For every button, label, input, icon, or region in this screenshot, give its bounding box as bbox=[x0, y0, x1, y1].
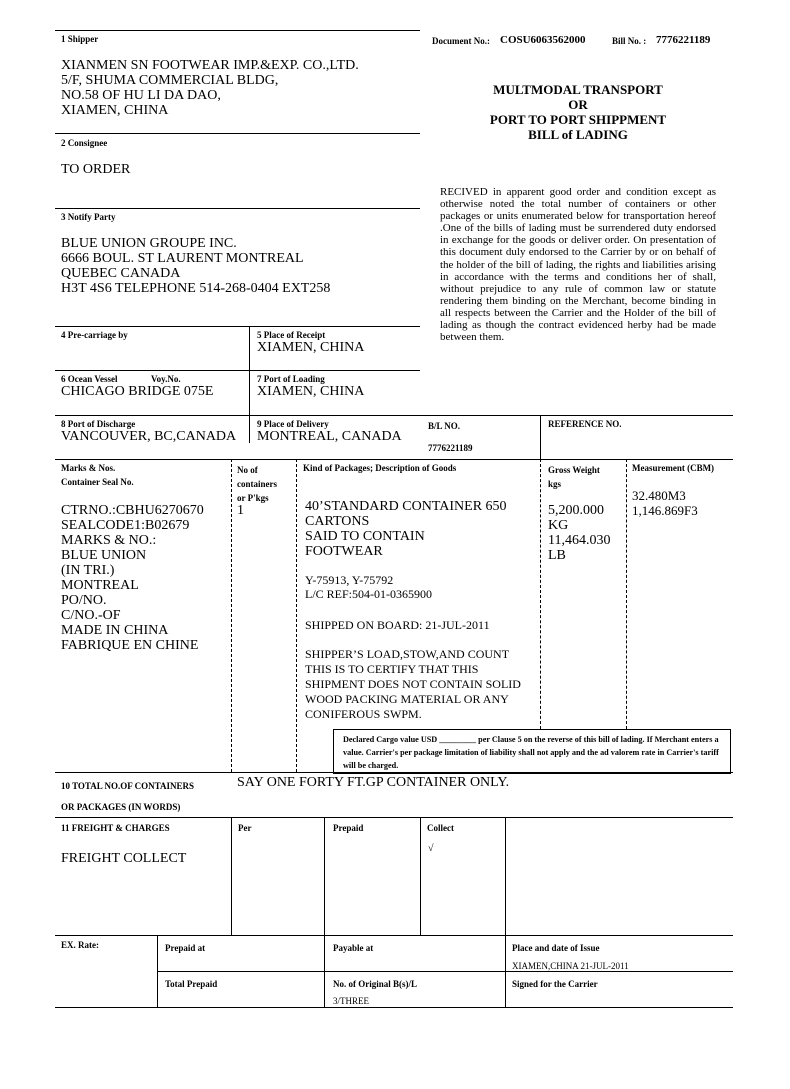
divider bbox=[231, 817, 232, 935]
divider bbox=[626, 459, 627, 729]
divider bbox=[505, 817, 506, 935]
containers-label: No of containers or P'kgs bbox=[237, 465, 277, 503]
shipper-label: 1 Shipper bbox=[61, 34, 99, 44]
divider bbox=[55, 817, 733, 818]
document-no: COSU6063562000 bbox=[500, 34, 586, 46]
divider bbox=[55, 459, 733, 460]
place-receipt-label: 5 Place of Receipt bbox=[257, 330, 326, 340]
bill-no: 7776221189 bbox=[656, 34, 711, 46]
shipped-on-board: SHIPPED ON BOARD: 21-JUL-2011 bbox=[305, 618, 490, 632]
divider bbox=[296, 459, 297, 772]
divider bbox=[540, 459, 541, 729]
shipper-text: XIANMEN SN FOOTWEAR IMP.&EXP. CO.,LTD. 5/F, SHUMA COMMERCIAL BLDG, NO.58 OF HU LI DA DAO, XIAMEN, CHINA bbox=[61, 58, 359, 118]
gross-weight: 5,200.000 KG 11,464.030 LB bbox=[548, 503, 611, 563]
port-loading-label: 7 Port of Loading bbox=[257, 374, 325, 384]
signed-label: Signed for the Carrier bbox=[512, 979, 598, 989]
divider bbox=[324, 817, 325, 935]
divider bbox=[55, 370, 420, 371]
containers-count: 1 bbox=[237, 503, 244, 518]
port-loading: XIAMEN, CHINA bbox=[257, 384, 365, 399]
divider bbox=[55, 326, 420, 327]
title-line: OR bbox=[568, 97, 588, 112]
ocean-vessel: CHICAGO BRIDGE 075E bbox=[61, 384, 214, 399]
divider bbox=[157, 971, 733, 972]
container-seal-label: Container Seal No. bbox=[61, 477, 134, 487]
original-bl: 3/THREE bbox=[333, 996, 369, 1006]
document-no-label: Document No.: bbox=[432, 36, 490, 46]
ex-rate-label: EX. Rate: bbox=[61, 940, 99, 950]
terms-text: RECIVED in apparent good order and condition except as otherwise noted the total number of containers or other packages or units enumerated below for transportation hereof .One of the bills of lading must be surrendered duty endorsed in exchange for the goods or deliver order. On presentation of this document duly endorsed to the Carrier by or on behalf of the holder of the bill of lading, the rights and liabilities arising in accordance with the terms and conditions her of shall, without prejudice to any rule of common law or statute rendering them binding on the Merchant, become binding in all respects between the Carrier and the Holder of the bill of lading as though the contract evidenced herby had be made between them. bbox=[440, 186, 716, 344]
port-discharge: VANCOUVER, BC,CANADA bbox=[61, 429, 237, 444]
total-prepaid-label: Total Prepaid bbox=[165, 979, 218, 989]
kind-label: Kind of Packages; Description of Goods bbox=[303, 463, 457, 473]
divider bbox=[55, 208, 420, 209]
collect-label: Collect bbox=[427, 823, 454, 833]
place-delivery: MONTREAL, CANADA bbox=[257, 429, 402, 444]
ocean-vessel-label: 6 Ocean Vessel bbox=[61, 374, 118, 384]
divider bbox=[55, 1007, 733, 1008]
goods-description: 40’STANDARD CONTAINER 650 CARTONS SAID TO CONTAIN FOOTWEAR bbox=[305, 499, 507, 559]
reference-label: REFERENCE NO. bbox=[548, 419, 622, 429]
bill-no-label: Bill No. : bbox=[612, 36, 647, 46]
title-line: MULTMODAL TRANSPORT bbox=[493, 82, 663, 97]
divider bbox=[55, 772, 733, 773]
voy-label: Voy.No. bbox=[151, 374, 181, 384]
divider bbox=[231, 459, 232, 772]
payable-at-label: Payable at bbox=[333, 943, 374, 953]
divider bbox=[249, 326, 250, 443]
divider bbox=[420, 817, 421, 935]
title-line: PORT TO PORT SHIPPMENT bbox=[489, 112, 667, 127]
title-line: BILL of LADING bbox=[528, 127, 628, 142]
total-containers-label: 10 TOTAL NO.OF CONTAINERS bbox=[61, 781, 195, 791]
divider bbox=[55, 415, 733, 416]
notify-label: 3 Notify Party bbox=[61, 212, 116, 222]
lc-reference: Y-75913, Y-75792 L/C REF:504-01-0365900 bbox=[305, 573, 433, 601]
declared-value-text: Declared Cargo value USD _________ per Clause 5 on the reverse of this bill of lading. If Merchant enters a value. Carrier's per package limitation of liability shall not apply and the ad valorem rate in Carrier's tariff will be charged. bbox=[343, 735, 719, 770]
shipper-load-note: SHIPPER’S LOAD,STOW,AND COUNT THIS IS TO CERTIFY THAT THIS SHIPMENT DOES NOT CONTAIN SOLID WOOD PACKING MATERIAL OR ANY CONIFEROUS SWPM. bbox=[305, 647, 521, 721]
divider bbox=[324, 935, 325, 1007]
measurement-label: Measurement (CBM) bbox=[632, 463, 715, 473]
per-label: Per bbox=[238, 823, 252, 833]
original-bl-label: No. of Original B(s)/L bbox=[333, 979, 418, 989]
gross-weight-label: Gross Weight kgs bbox=[548, 465, 600, 489]
collect-check: √ bbox=[428, 843, 434, 854]
pre-carriage-label: 4 Pre-carriage by bbox=[61, 330, 128, 340]
place-date-label: Place and date of Issue bbox=[512, 943, 600, 953]
divider bbox=[540, 415, 541, 459]
place-date: XIAMEN,CHINA 21-JUL-2011 bbox=[512, 961, 629, 971]
consignee-label: 2 Consignee bbox=[61, 138, 108, 148]
total-packages-label: OR PACKAGES (IN WORDS) bbox=[61, 802, 181, 812]
place-receipt: XIAMEN, CHINA bbox=[257, 340, 365, 355]
marks-text: CTRNO.:CBHU6270670 SEALCODE1:B02679 MARKS & NO.: BLUE UNION (IN TRI.) MONTREAL PO/NO. C/NO.-OF MADE IN CHINA FABRIQUE EN CHINE bbox=[61, 503, 204, 653]
bl-no-label: B/L NO. bbox=[428, 421, 461, 431]
notify-text: BLUE UNION GROUPE INC. 6666 BOUL. ST LAURENT MONTREAL QUEBEC CANADA H3T 4S6 TELEPHONE 514-268-0404 EXT258 bbox=[61, 236, 331, 296]
document-title bbox=[440, 82, 716, 142]
freight-text: FREIGHT COLLECT bbox=[61, 851, 187, 866]
prepaid-at-label: Prepaid at bbox=[165, 943, 206, 953]
port-discharge-label: 8 Port of Discharge bbox=[61, 419, 136, 429]
divider bbox=[505, 935, 506, 1007]
divider bbox=[55, 133, 420, 134]
divider bbox=[157, 935, 158, 1007]
total-in-words: SAY ONE FORTY FT.GP CONTAINER ONLY. bbox=[237, 775, 510, 790]
declared-value-box bbox=[333, 729, 731, 774]
measurement: 32.480M3 1,146.869F3 bbox=[632, 488, 698, 518]
freight-label: 11 FREIGHT & CHARGES bbox=[61, 823, 170, 833]
bl-no: 7776221189 bbox=[428, 443, 473, 453]
marks-label: Marks & Nos. bbox=[61, 463, 116, 473]
consignee-text: TO ORDER bbox=[61, 162, 131, 177]
divider bbox=[55, 30, 420, 31]
place-delivery-label: 9 Place of Delivery bbox=[257, 419, 329, 429]
prepaid-label: Prepaid bbox=[333, 823, 364, 833]
